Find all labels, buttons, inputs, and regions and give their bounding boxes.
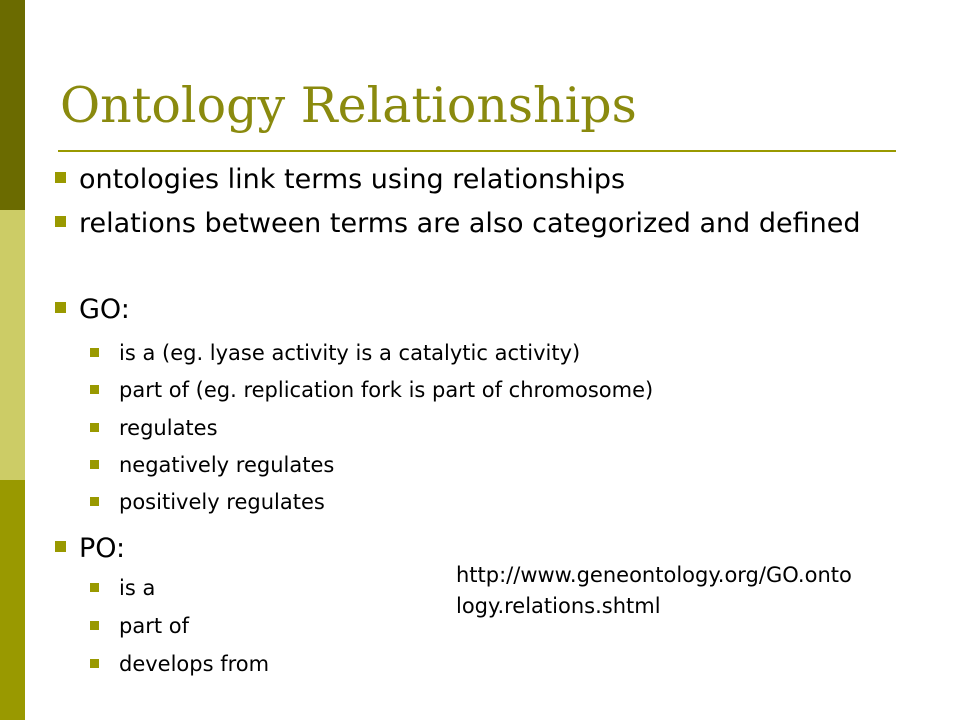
square-bullet-icon xyxy=(90,621,99,630)
bullet-text: GO: xyxy=(79,294,130,325)
sub-bullet-text: negatively regulates xyxy=(119,453,335,477)
side-bar-dark xyxy=(0,0,25,210)
sub-bullet-text: part of (eg. replication fork is part of chromosome) xyxy=(119,378,654,402)
sub-bullet-text: is a xyxy=(119,576,156,600)
square-bullet-icon xyxy=(90,659,99,668)
square-bullet-icon xyxy=(55,216,66,227)
po-item-develops-from xyxy=(90,650,269,678)
url-line-1: http://www.geneontology.org/GO.onto xyxy=(456,563,852,587)
po-item-is-a xyxy=(90,574,155,602)
sub-bullet-text: regulates xyxy=(119,416,218,440)
slide-title: Ontology Relationships xyxy=(60,77,637,134)
bullet-ontologies-link xyxy=(50,162,890,198)
square-bullet-icon xyxy=(90,348,99,357)
sub-bullet-text: part of xyxy=(119,614,189,638)
go-item-regulates xyxy=(90,414,218,442)
po-item-part-of xyxy=(90,612,189,640)
square-bullet-icon xyxy=(55,172,66,183)
side-bar-mid xyxy=(0,480,25,720)
square-bullet-icon xyxy=(55,302,66,313)
bullet-text: PO: xyxy=(79,533,126,564)
go-item-part-of xyxy=(90,376,653,404)
bullet-go xyxy=(50,292,890,328)
go-item-is-a xyxy=(90,339,580,367)
square-bullet-icon xyxy=(90,583,99,592)
sub-bullet-text: positively regulates xyxy=(119,490,325,514)
bullet-relations xyxy=(50,206,890,242)
sub-bullet-text: develops from xyxy=(119,652,270,676)
sub-bullet-text: is a (eg. lyase activity is a catalytic activity) xyxy=(119,341,581,365)
reference-url xyxy=(456,560,936,622)
square-bullet-icon xyxy=(90,423,99,432)
square-bullet-icon xyxy=(55,541,66,552)
go-item-positively-regulates xyxy=(90,488,325,516)
go-item-negatively-regulates xyxy=(90,451,334,479)
side-bar-light xyxy=(0,210,25,480)
bullet-text: ontologies link terms using relationships xyxy=(79,164,626,195)
square-bullet-icon xyxy=(90,460,99,469)
url-line-2: logy.relations.shtml xyxy=(456,594,661,618)
square-bullet-icon xyxy=(90,497,99,506)
square-bullet-icon xyxy=(90,385,99,394)
title-underline xyxy=(58,150,896,152)
bullet-text: relations between terms are also categorized and defined xyxy=(79,208,861,239)
